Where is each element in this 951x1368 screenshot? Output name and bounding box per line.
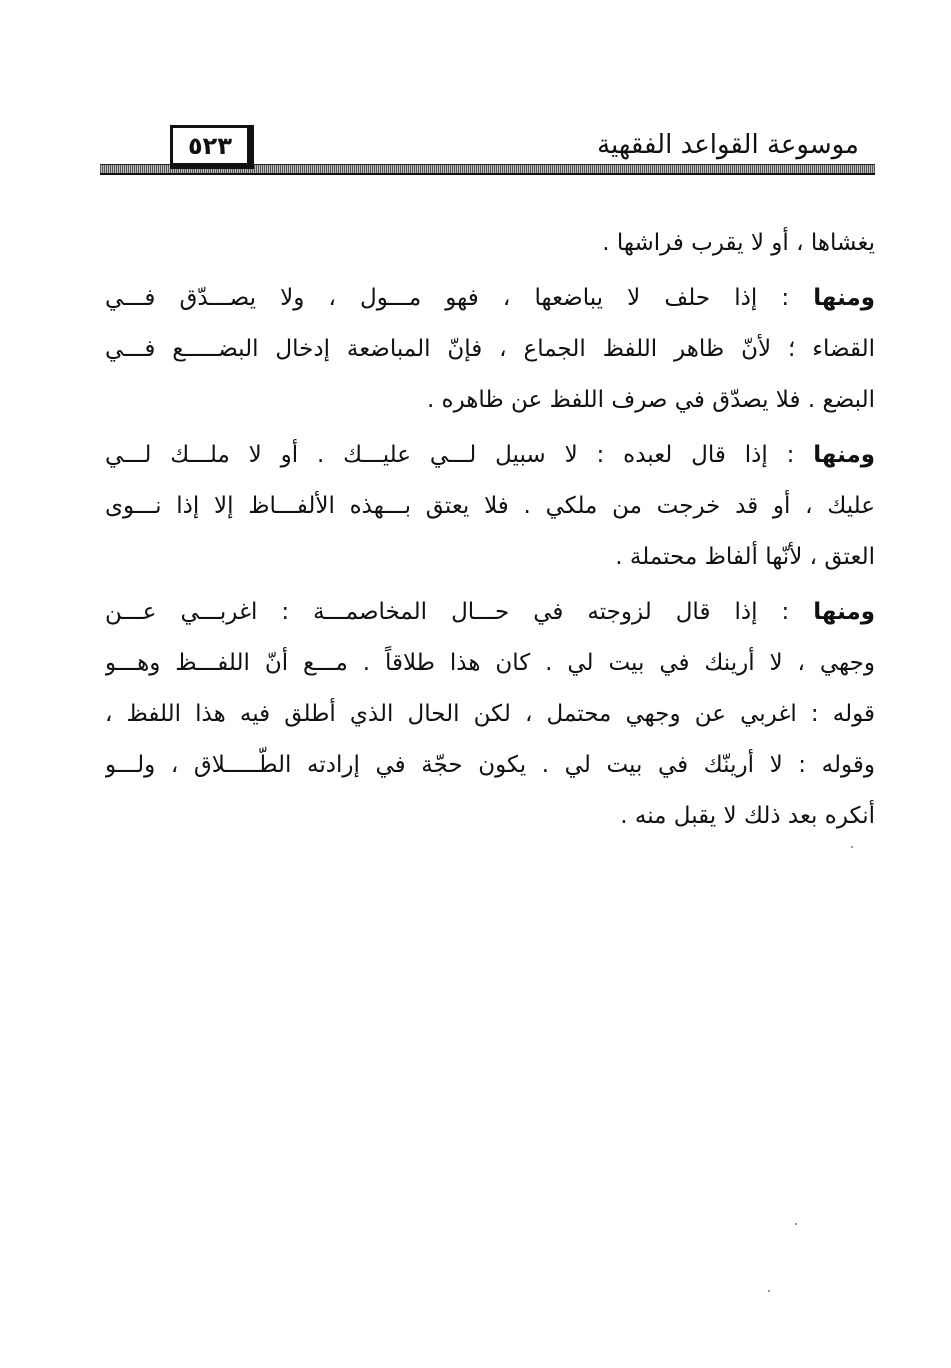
- paragraph-keyword: ومنها: [813, 599, 875, 625]
- text-line: البضع . فلا يصدّق في صرف اللفظ عن ظاهره .: [426, 387, 875, 413]
- scan-speck: [851, 846, 853, 848]
- paragraph-keyword: ومنها: [813, 442, 875, 468]
- text-line: وجهي ، لا أرينك في بيت لي . كان هذا طلاقاً . مـــع أنّ اللفـــظ وهـــو: [105, 650, 875, 676]
- book-title: موسوعة القواعد الفقهية: [597, 130, 859, 160]
- scan-speck: [768, 1290, 770, 1292]
- running-header: [100, 120, 875, 182]
- text-line: العتق ، لأنّها ألفاظ محتملة .: [615, 544, 875, 570]
- text-line: يغشاها ، أو لا يقرب فراشها .: [602, 230, 875, 256]
- text-line: ومنها : إذا قال لزوجته في حـــال المخاصمـــة : اغربـــي عـــن: [105, 599, 875, 625]
- text-line: القضاء ؛ لأنّ ظاهر اللفظ الجماع ، فإنّ المباضعة إدخال البضـــــع فـــي: [105, 336, 875, 362]
- scan-speck: [795, 1223, 797, 1225]
- text-line: ومنها : إذا قال لعبده : لا سبيل لـــي عليـــك . أو لا ملـــك لـــي: [105, 442, 875, 468]
- page-number-box: [170, 125, 254, 169]
- text-line: عليك ، أو قد خرجت من ملكي . فلا يعتق بـــهذه الألفـــاظ إلا إذا نـــوى: [105, 493, 875, 519]
- text-line: وقوله : لا أرينّك في بيت لي . يكون حجّة في إرادته الطّـــــلاق ، ولـــو: [105, 752, 875, 778]
- text-line: قوله : اغربي عن وجهي محتمل ، لكن الحال الذي أطلق فيه هذا اللفظ ،: [105, 701, 875, 727]
- body-text: [105, 218, 875, 842]
- page-number: ٥٢٣: [188, 131, 232, 160]
- paragraph-keyword: ومنها: [813, 285, 875, 311]
- text-line: ومنها : إذا حلف لا يباضعها ، فهو مـــول ، ولا يصـــدّق فـــي: [105, 285, 875, 311]
- text-line: أنكره بعد ذلك لا يقبل منه .: [620, 803, 875, 829]
